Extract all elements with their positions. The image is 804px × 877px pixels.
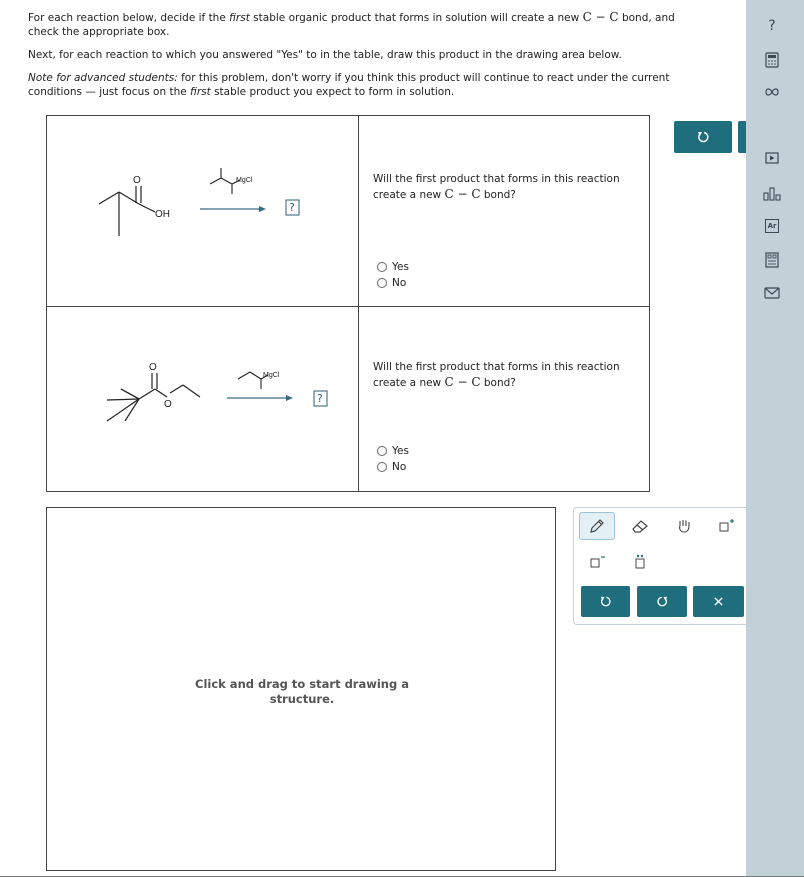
- hand-icon: [675, 517, 693, 535]
- bar-chart-icon: [763, 187, 781, 201]
- reactant-2-carbonyl-o-label: O: [149, 362, 157, 373]
- charge-plus-button[interactable]: [708, 512, 744, 540]
- charge-plus-icon: [717, 517, 735, 535]
- drawing-toolbox: [573, 507, 750, 625]
- undo-icon: [599, 595, 612, 608]
- instructions: [28, 10, 688, 108]
- reference-icon: [765, 252, 779, 268]
- lone-pair-icon: [631, 553, 649, 571]
- reference-button[interactable]: [762, 250, 782, 270]
- data-button[interactable]: [762, 184, 782, 204]
- close-icon: [713, 596, 724, 607]
- question-1-cell: [359, 116, 649, 307]
- reactant-1-structure: [99, 186, 155, 236]
- reaction-2-product-placeholder[interactable]: ?: [317, 392, 323, 405]
- pencil-icon: [588, 517, 606, 535]
- question-2-text: Will the first product that forms in this reaction create a new C − C bond?: [373, 361, 620, 389]
- reactant-1-o-label: O: [133, 175, 141, 186]
- reaction-1-svg: [47, 116, 359, 307]
- reactant-1-oh-label: OH: [155, 209, 170, 220]
- instruction-3: Note for advanced students: for this problem, don't worry if you think this product will continue to react under the current conditions — just focus on the first stable product you expect to form in solution.: [28, 72, 670, 98]
- video-button[interactable]: [762, 148, 782, 168]
- periodic-table-icon: Ar: [765, 219, 779, 233]
- reagent-1-label: MgCl: [236, 177, 253, 184]
- calculator-icon: [765, 52, 779, 68]
- undo-icon: [696, 130, 710, 144]
- question-2-cell: [359, 307, 649, 491]
- instruction-2: Next, for each reaction to which you answered "Yes" to in the table, draw this product in the drawing area below.: [28, 49, 622, 61]
- question-1-yes-option[interactable]: Yes: [377, 261, 409, 273]
- question-2-no-radio[interactable]: [377, 462, 387, 472]
- reaction-table: [46, 115, 650, 492]
- pencil-tool-button[interactable]: [579, 512, 615, 540]
- reactant-2-structure: [107, 373, 200, 421]
- lone-pair-button[interactable]: [622, 548, 658, 576]
- redo-icon: [656, 595, 669, 608]
- charge-minus-button[interactable]: [579, 548, 615, 576]
- reaction-2-scheme: [47, 307, 359, 491]
- infinity-button[interactable]: [762, 82, 782, 102]
- reaction-2-svg: [47, 307, 359, 491]
- mail-icon: [764, 287, 780, 299]
- question-1-yes-radio[interactable]: [377, 262, 387, 272]
- question-2-yes-radio[interactable]: [377, 446, 387, 456]
- infinity-icon: [764, 87, 780, 97]
- question-2-no-option[interactable]: No: [377, 461, 406, 473]
- calculator-button[interactable]: [762, 50, 782, 70]
- help-button[interactable]: [762, 16, 782, 36]
- eraser-tool-button[interactable]: [622, 512, 658, 540]
- reagent-2-label: MgCl: [263, 372, 280, 379]
- drawing-clear-button[interactable]: [693, 586, 744, 617]
- message-button[interactable]: [762, 283, 782, 303]
- table-undo-button[interactable]: [674, 121, 732, 153]
- hand-tool-button[interactable]: [666, 512, 702, 540]
- question-2-yes-option[interactable]: Yes: [377, 445, 409, 457]
- drawing-undo-button[interactable]: [581, 586, 630, 617]
- eraser-icon: [630, 518, 650, 534]
- drawing-redo-button[interactable]: [637, 586, 687, 617]
- video-icon: [765, 152, 779, 164]
- reactant-2-ester-o-label: O: [164, 399, 172, 410]
- drawing-hint: Click and drag to start drawing a structure.: [195, 677, 409, 706]
- reaction-1-scheme: [47, 116, 359, 307]
- instruction-1: For each reaction below, decide if the first stable organic product that forms in solution will create a new C − C bond, and check the appropriate box.: [28, 10, 675, 38]
- right-sidebar: [746, 0, 804, 877]
- question-1-no-option[interactable]: No: [377, 277, 406, 289]
- reaction-1-product-placeholder[interactable]: ?: [289, 201, 295, 214]
- help-icon: ?: [768, 18, 776, 34]
- question-1-text: Will the first product that forms in this reaction create a new C − C bond?: [373, 173, 620, 201]
- question-1-no-radio[interactable]: [377, 278, 387, 288]
- charge-minus-icon: [588, 553, 606, 571]
- drawing-canvas[interactable]: [46, 507, 556, 871]
- periodic-table-button[interactable]: [762, 216, 782, 236]
